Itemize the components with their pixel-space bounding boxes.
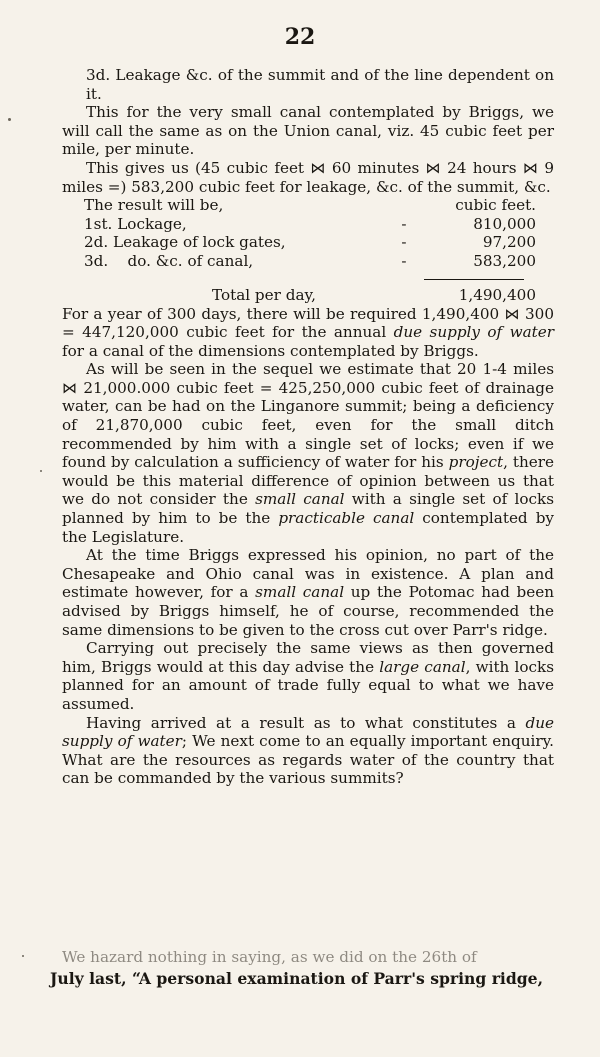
paragraph-drainage [62,360,554,546]
row-value: 583,200 [473,251,536,270]
text-span: , with locks planned for an amount of trade fully equal to what we have assumed. [62,657,555,713]
paper-speck [40,470,42,472]
paper-speck [8,118,11,121]
page-body [62,66,554,788]
emphasis: due supply of water [393,323,555,342]
unit-header: cubic feet. [455,196,536,215]
emphasis: due supply of water [62,713,554,751]
row-dash: - [401,214,407,233]
text-span: Having arrived at a result as to what constitutes a [86,713,526,732]
table-row [84,215,554,234]
table-row [84,252,554,271]
cut-off-line: We hazard nothing in saying, as we did on the 26th of [62,948,477,966]
total-label: Total per day, [212,285,316,304]
text-span: For a year of 300 days, there will be required 1,490,400 ⋈ 300 = 447,120,000 cubic feet for the annual [62,304,554,342]
emphasis: practicable canal [278,509,415,528]
result-table [84,196,554,270]
paragraph-carrying-out [62,639,554,713]
row-dash: - [401,251,407,270]
table-row [84,233,554,252]
row-value: 810,000 [473,214,536,233]
paragraph-having-arrived [62,714,554,788]
text-span: up the Potomac had been advised by Briggs himself, he of course, recommended the same dimensions to be given to the cross cut over Parr's ridge. [62,583,554,639]
text-span: As will be seen in the sequel we estimate that 20 1-4 miles ⋈ 21,000.000 cubic feet = 425,250,000 cubic feet of drainage water, can be had on the Linganore summit; being a deficiency of 21,870,000 cubic feet, even for the small ditch recommended by him with a single set of locks; even if we found by calculation a sufficiency of water for his [62,360,554,472]
paragraph-year [62,305,554,361]
row-value: 97,200 [482,233,536,252]
row-label: 3d. do. &c. of canal, [84,251,254,270]
row-label: 1st. Lockage, [84,214,187,233]
text-span: At the time Briggs expressed his opinion, no part of the Chesapeake and Ohio canal was in existence. A plan and estimate however, for a [62,546,554,602]
paragraph-briggs-opinion [62,546,554,639]
paragraph-gives-us: This gives us (45 cubic feet ⋈ 60 minutes ⋈ 24 hours ⋈ 9 miles =) 583,200 cubic feet for leakage, &c. of the summit, &c. [62,158,554,196]
paragraph-leakage-heading: 3d. Leakage &c. of the summit and of the line dependent on it. [86,66,554,103]
text-span: with a single set of locks planned by him to be the [62,490,555,528]
paper-speck [22,955,24,957]
row-label: 2d. Leakage of lock gates, [84,233,286,252]
text-span: ; We next come to an equally important enquiry. What are the resources as regards water of the country that can be commanded by the various summits? [62,732,554,788]
emphasis: large canal [379,657,466,676]
text-span: Carrying out precisely the same views as then governed him, Briggs would at this day advise the [62,639,554,676]
emphasis: project [448,453,504,472]
total-row [62,286,554,305]
page-number: 22 [284,24,316,50]
total-value: 1,490,400 [458,285,536,304]
row-dash: - [401,233,407,252]
result-intro: The result will be, [84,196,224,215]
paragraph-union-canal: This for the very small canal contemplated by Briggs, we will call the same as on the Union canal, viz. 45 cubic feet per mile, per minute. [62,103,554,159]
text-span: , there would be this material difference of opinion between us that we do not consider the [62,453,554,509]
sum-rule [424,279,524,280]
result-table-header [84,196,554,215]
text-span: contemplated by the Legislature. [62,509,554,546]
last-line: July last, “A personal examination of Parr's spring ridge, [50,969,543,988]
emphasis: small canal [255,583,345,602]
text-span: for a canal of the dimensions contemplated by Briggs. [62,341,479,360]
emphasis: small canal [255,490,345,509]
